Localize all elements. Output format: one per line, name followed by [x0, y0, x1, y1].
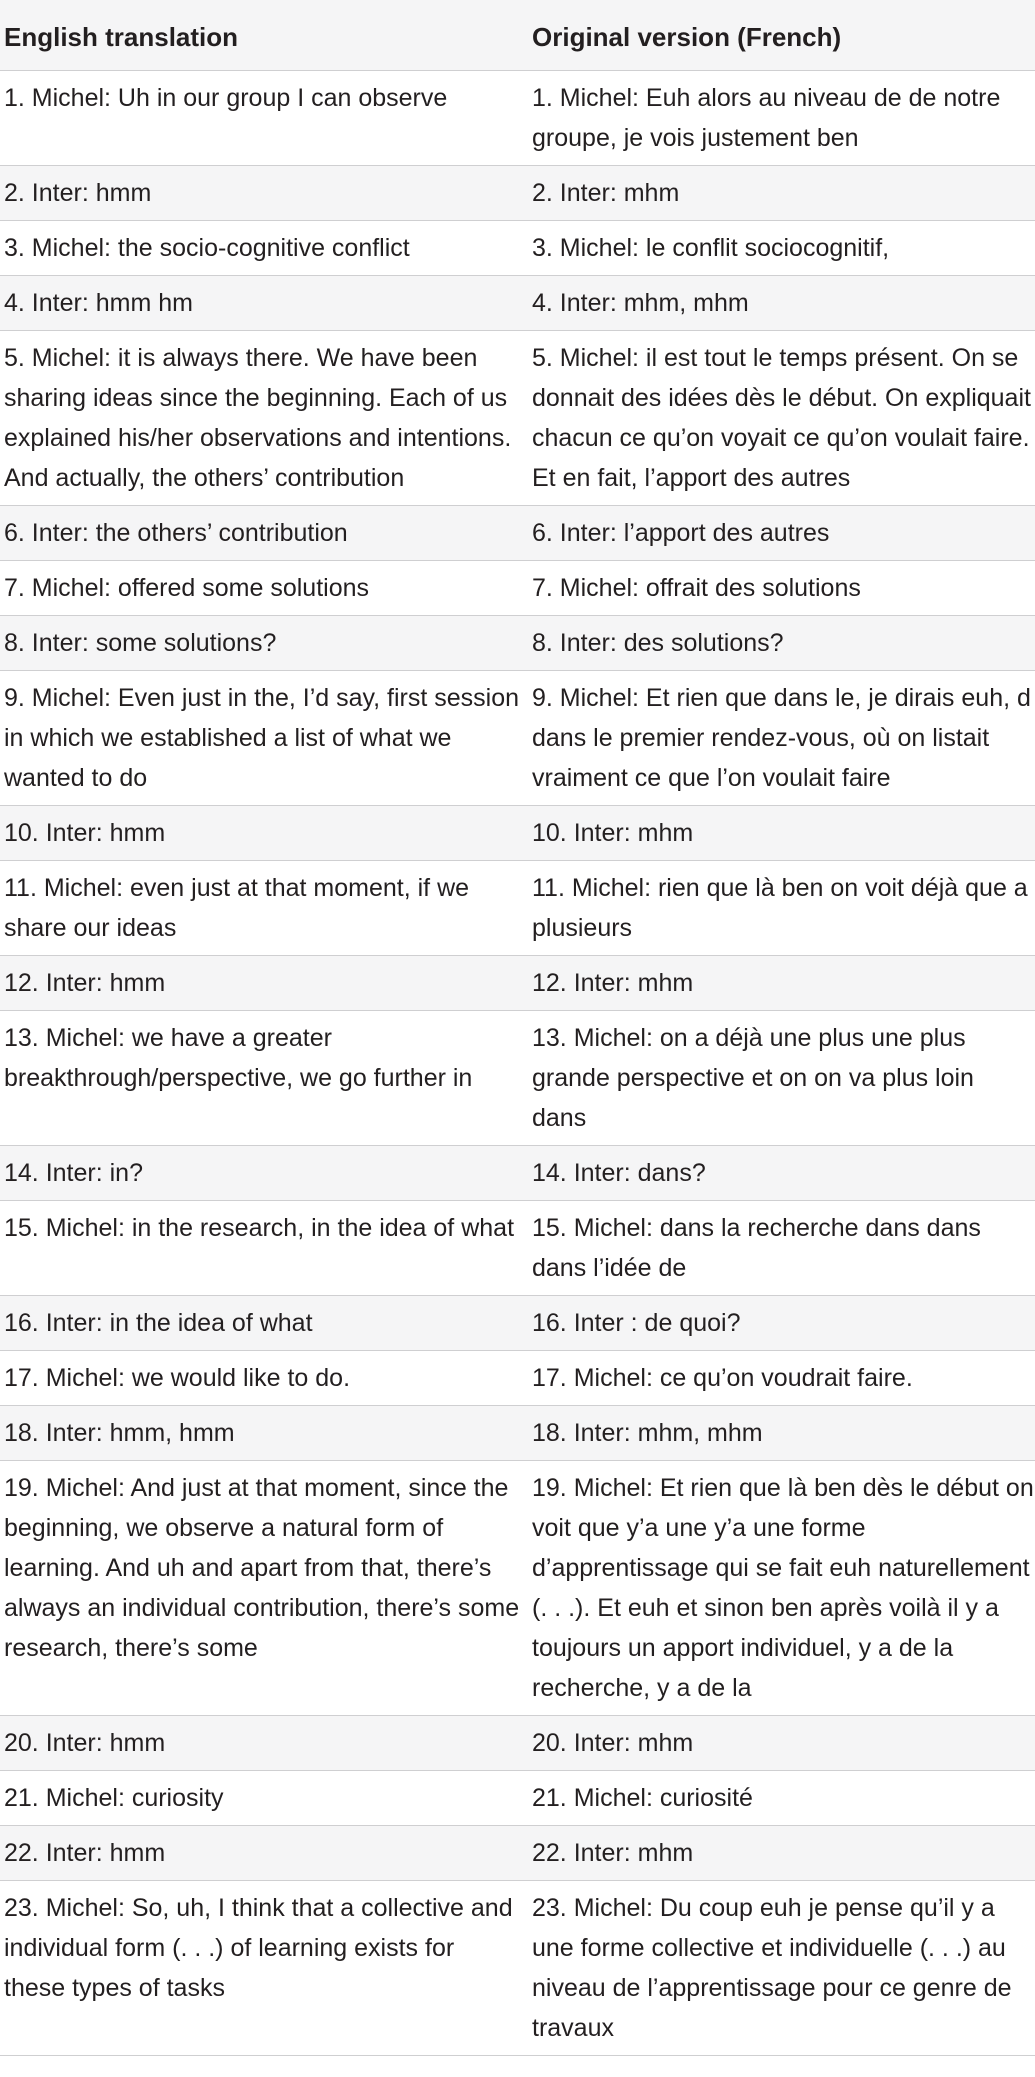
english-cell: 8. Inter: some solutions?	[0, 616, 532, 671]
english-cell: 20. Inter: hmm	[0, 1716, 532, 1771]
english-cell: 9. Michel: Even just in the, I’d say, first session in which we established a list of what we wanted to do	[0, 671, 532, 806]
header-row	[0, 0, 1035, 71]
table-row	[0, 1881, 1035, 2056]
french-cell: 9. Michel: Et rien que dans le, je dirais euh, d dans le premier rendez-vous, où on listait vraiment ce que l’on voulait faire	[532, 671, 1035, 806]
english-cell: 12. Inter: hmm	[0, 956, 532, 1011]
english-cell: 21. Michel: curiosity	[0, 1771, 532, 1826]
french-cell: 2. Inter: mhm	[532, 166, 1035, 221]
french-cell: 21. Michel: curiosité	[532, 1771, 1035, 1826]
table-row	[0, 1201, 1035, 1296]
table-row	[0, 276, 1035, 331]
english-cell: 10. Inter: hmm	[0, 806, 532, 861]
french-cell: 17. Michel: ce qu’on voudrait faire.	[532, 1351, 1035, 1406]
english-cell: 3. Michel: the socio-cognitive conflict	[0, 221, 532, 276]
english-cell: 5. Michel: it is always there. We have been sharing ideas since the beginning. Each of us explained his/her observations and intentions. And actually, the others’ contribution	[0, 331, 532, 506]
table-row	[0, 1011, 1035, 1146]
english-cell: 23. Michel: So, uh, I think that a collective and individual form (. . .) of learning exists for these types of tasks	[0, 1881, 532, 2056]
table-row	[0, 861, 1035, 956]
french-cell: 4. Inter: mhm, mhm	[532, 276, 1035, 331]
french-cell: 12. Inter: mhm	[532, 956, 1035, 1011]
french-cell: 15. Michel: dans la recherche dans dans dans l’idée de	[532, 1201, 1035, 1296]
french-cell: 18. Inter: mhm, mhm	[532, 1406, 1035, 1461]
table-row	[0, 331, 1035, 506]
header-english: English translation	[0, 0, 532, 71]
french-cell: 14. Inter: dans?	[532, 1146, 1035, 1201]
english-cell: 14. Inter: in?	[0, 1146, 532, 1201]
english-cell: 1. Michel: Uh in our group I can observe	[0, 71, 532, 166]
english-cell: 7. Michel: offered some solutions	[0, 561, 532, 616]
table-row	[0, 1351, 1035, 1406]
table-header	[0, 0, 1035, 71]
french-cell: 16. Inter : de quoi?	[532, 1296, 1035, 1351]
french-cell: 1. Michel: Euh alors au niveau de de notre groupe, je vois justement ben	[532, 71, 1035, 166]
french-cell: 22. Inter: mhm	[532, 1826, 1035, 1881]
table-row	[0, 1461, 1035, 1716]
table-row	[0, 956, 1035, 1011]
french-cell: 5. Michel: il est tout le temps présent. On se donnait des idées dès le début. On expliquait chacun ce qu’on voyait ce qu’on voulait faire. Et en fait, l’apport des autres	[532, 331, 1035, 506]
english-cell: 2. Inter: hmm	[0, 166, 532, 221]
table-row	[0, 1826, 1035, 1881]
english-cell: 11. Michel: even just at that moment, if we share our ideas	[0, 861, 532, 956]
english-cell: 18. Inter: hmm, hmm	[0, 1406, 532, 1461]
table-row	[0, 221, 1035, 276]
table-row	[0, 671, 1035, 806]
french-cell: 11. Michel: rien que là ben on voit déjà que a plusieurs	[532, 861, 1035, 956]
english-cell: 4. Inter: hmm hm	[0, 276, 532, 331]
table-row	[0, 806, 1035, 861]
french-cell: 13. Michel: on a déjà une plus une plus grande perspective et on on va plus loin dans	[532, 1011, 1035, 1146]
table-row	[0, 561, 1035, 616]
english-cell: 13. Michel: we have a greater breakthrough/perspective, we go further in	[0, 1011, 532, 1146]
table-row	[0, 166, 1035, 221]
table-row	[0, 1771, 1035, 1826]
table-row	[0, 506, 1035, 561]
french-cell: 3. Michel: le conflit sociocognitif,	[532, 221, 1035, 276]
french-cell: 20. Inter: mhm	[532, 1716, 1035, 1771]
french-cell: 6. Inter: l’apport des autres	[532, 506, 1035, 561]
english-cell: 17. Michel: we would like to do.	[0, 1351, 532, 1406]
french-cell: 23. Michel: Du coup euh je pense qu’il y a une forme collective et individuelle (. . .) au niveau de l’apprentissage pour ce genre de travaux	[532, 1881, 1035, 2056]
table-row	[0, 1716, 1035, 1771]
english-cell: 16. Inter: in the idea of what	[0, 1296, 532, 1351]
french-cell: 10. Inter: mhm	[532, 806, 1035, 861]
french-cell: 8. Inter: des solutions?	[532, 616, 1035, 671]
table-row	[0, 1296, 1035, 1351]
english-cell: 6. Inter: the others’ contribution	[0, 506, 532, 561]
table-row	[0, 1146, 1035, 1201]
table-body	[0, 71, 1035, 2056]
french-cell: 19. Michel: Et rien que là ben dès le début on voit que y’a une y’a une forme d’apprentissage qui se fait euh naturellement (. . .). Et euh et sinon ben après voilà il y a toujours un apport individuel, y a de la recherche, y a de la	[532, 1461, 1035, 1716]
table-row	[0, 616, 1035, 671]
english-cell: 19. Michel: And just at that moment, since the beginning, we observe a natural form of learning. And uh and apart from that, there’s always an individual contribution, there’s some research, there’s some	[0, 1461, 532, 1716]
french-cell: 7. Michel: offrait des solutions	[532, 561, 1035, 616]
table-row	[0, 1406, 1035, 1461]
english-cell: 15. Michel: in the research, in the idea of what	[0, 1201, 532, 1296]
english-cell: 22. Inter: hmm	[0, 1826, 532, 1881]
header-french: Original version (French)	[532, 0, 1035, 71]
table-row	[0, 71, 1035, 166]
